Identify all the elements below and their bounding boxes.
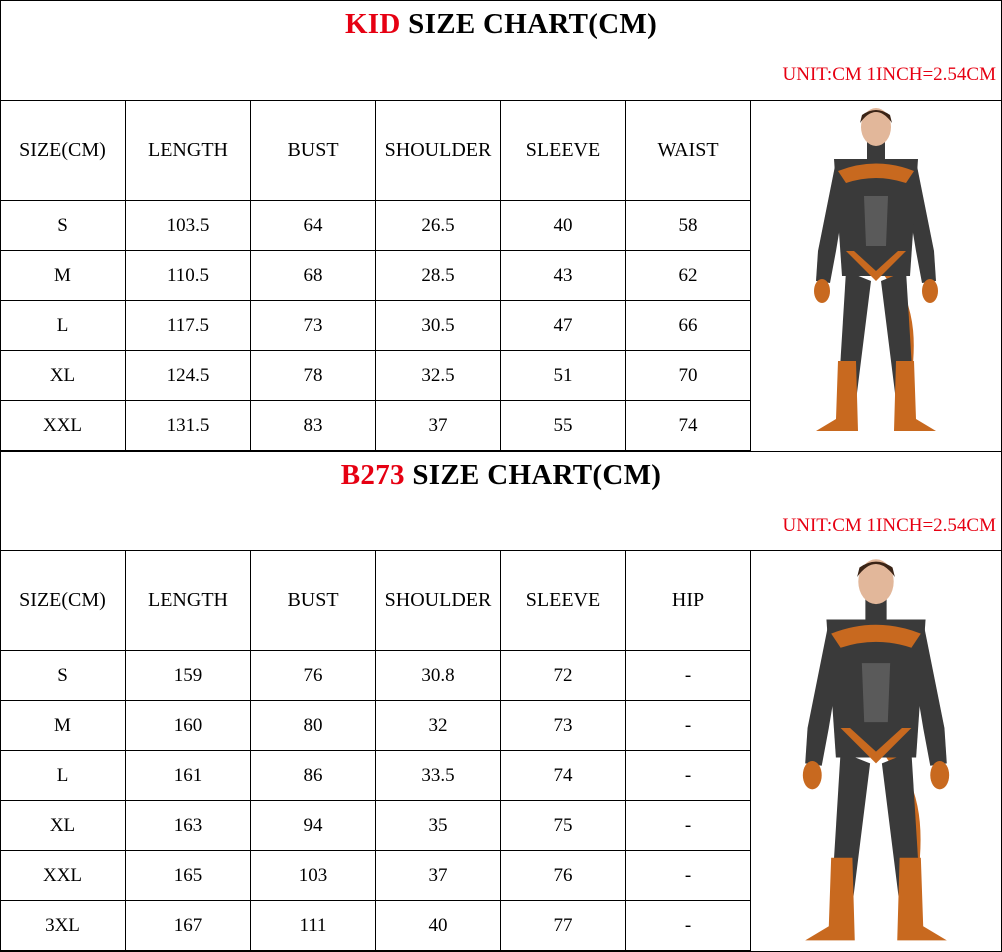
kid-cell: 83 — [251, 401, 376, 451]
b273-cell: 74 — [501, 751, 626, 801]
kid-unit-note: UNIT:CM 1INCH=2.54CM — [782, 64, 996, 85]
kid-header-shoulder: SHOULDER — [376, 101, 501, 201]
b273-cell: 33.5 — [376, 751, 501, 801]
b273-cell: 167 — [126, 901, 251, 951]
kid-cell: 73 — [251, 301, 376, 351]
b273-header-shoulder: SHOULDER — [376, 551, 501, 651]
b273-cell: 40 — [376, 901, 501, 951]
b273-cell: - — [626, 901, 751, 951]
b273-cell: 75 — [501, 801, 626, 851]
kid-cell: 28.5 — [376, 251, 501, 301]
b273-cell: 73 — [501, 701, 626, 751]
kid-header-bust: BUST — [251, 101, 376, 201]
b273-cell: 94 — [251, 801, 376, 851]
kid-cell: 32.5 — [376, 351, 501, 401]
kid-cell: 70 — [626, 351, 751, 401]
kid-cell: 124.5 — [126, 351, 251, 401]
kid-cell: 55 — [501, 401, 626, 451]
kid-cell: 40 — [501, 201, 626, 251]
b273-cell: - — [626, 651, 751, 701]
b273-cell: L — [0, 751, 126, 801]
kid-cell: 47 — [501, 301, 626, 351]
b273-cell: 159 — [126, 651, 251, 701]
b273-cell: S — [0, 651, 126, 701]
b273-cell: 86 — [251, 751, 376, 801]
b273-cell: 165 — [126, 851, 251, 901]
b273-header-sleeve: SLEEVE — [501, 551, 626, 651]
b273-cell: - — [626, 751, 751, 801]
b273-cell: 161 — [126, 751, 251, 801]
b273-cell: - — [626, 851, 751, 901]
kid-cell: 51 — [501, 351, 626, 401]
kid-cell: 74 — [626, 401, 751, 451]
kid-cell: 110.5 — [126, 251, 251, 301]
b273-cell: 30.8 — [376, 651, 501, 701]
b273-size-chart — [0, 451, 1002, 952]
b273-cell: 77 — [501, 901, 626, 951]
kid-cell: 131.5 — [126, 401, 251, 451]
b273-cell: XL — [0, 801, 126, 851]
kid-cell: M — [0, 251, 126, 301]
kid-header-size-cm: SIZE(CM) — [0, 101, 126, 201]
b273-header-bust: BUST — [251, 551, 376, 651]
b273-cell: M — [0, 701, 126, 751]
b273-title-accent: B273 — [340, 459, 405, 491]
kid-title-rest: SIZE CHART(CM) — [400, 8, 658, 40]
kid-cell: S — [0, 201, 126, 251]
kid-cell: 43 — [501, 251, 626, 301]
kid-cell: 37 — [376, 401, 501, 451]
b273-cell: 32 — [376, 701, 501, 751]
b273-cell: - — [626, 701, 751, 751]
kid-cell: 68 — [251, 251, 376, 301]
b273-cell: 111 — [251, 901, 376, 951]
b273-cell: - — [626, 801, 751, 851]
b273-cell: 37 — [376, 851, 501, 901]
adult-costume-photo-icon — [752, 551, 1000, 951]
b273-header-hip: HIP — [626, 551, 751, 651]
kid-cell: XXL — [0, 401, 126, 451]
kid-header-sleeve: SLEEVE — [501, 101, 626, 201]
kid-header-waist: WAIST — [626, 101, 751, 201]
b273-cell: 160 — [126, 701, 251, 751]
kid-cell: 78 — [251, 351, 376, 401]
b273-chart-title — [0, 459, 1002, 492]
b273-cell: 76 — [501, 851, 626, 901]
kid-cell: 58 — [626, 201, 751, 251]
kid-cell: 117.5 — [126, 301, 251, 351]
kid-cell: 26.5 — [376, 201, 501, 251]
b273-cell: 103 — [251, 851, 376, 901]
kid-cell: XL — [0, 351, 126, 401]
b273-cell: 35 — [376, 801, 501, 851]
kid-header-length: LENGTH — [126, 101, 251, 201]
b273-cell: 76 — [251, 651, 376, 701]
kid-size-chart — [0, 0, 1002, 451]
b273-cell: 72 — [501, 651, 626, 701]
b273-cell: XXL — [0, 851, 126, 901]
b273-header-length: LENGTH — [126, 551, 251, 651]
kid-cell: 64 — [251, 201, 376, 251]
b273-cell: 163 — [126, 801, 251, 851]
kid-cell: 30.5 — [376, 301, 501, 351]
kid-cell: 103.5 — [126, 201, 251, 251]
kid-cell: 66 — [626, 301, 751, 351]
b273-cell: 80 — [251, 701, 376, 751]
kid-costume-photo-icon — [752, 101, 1000, 450]
kid-cell: L — [0, 301, 126, 351]
b273-cell: 3XL — [0, 901, 126, 951]
kid-cell: 62 — [626, 251, 751, 301]
kid-chart-title — [0, 8, 1002, 41]
b273-header-size-cm: SIZE(CM) — [0, 551, 126, 651]
kid-title-accent: KID — [344, 8, 401, 40]
b273-unit-note: UNIT:CM 1INCH=2.54CM — [782, 515, 996, 536]
b273-title-rest: SIZE CHART(CM) — [404, 459, 662, 491]
